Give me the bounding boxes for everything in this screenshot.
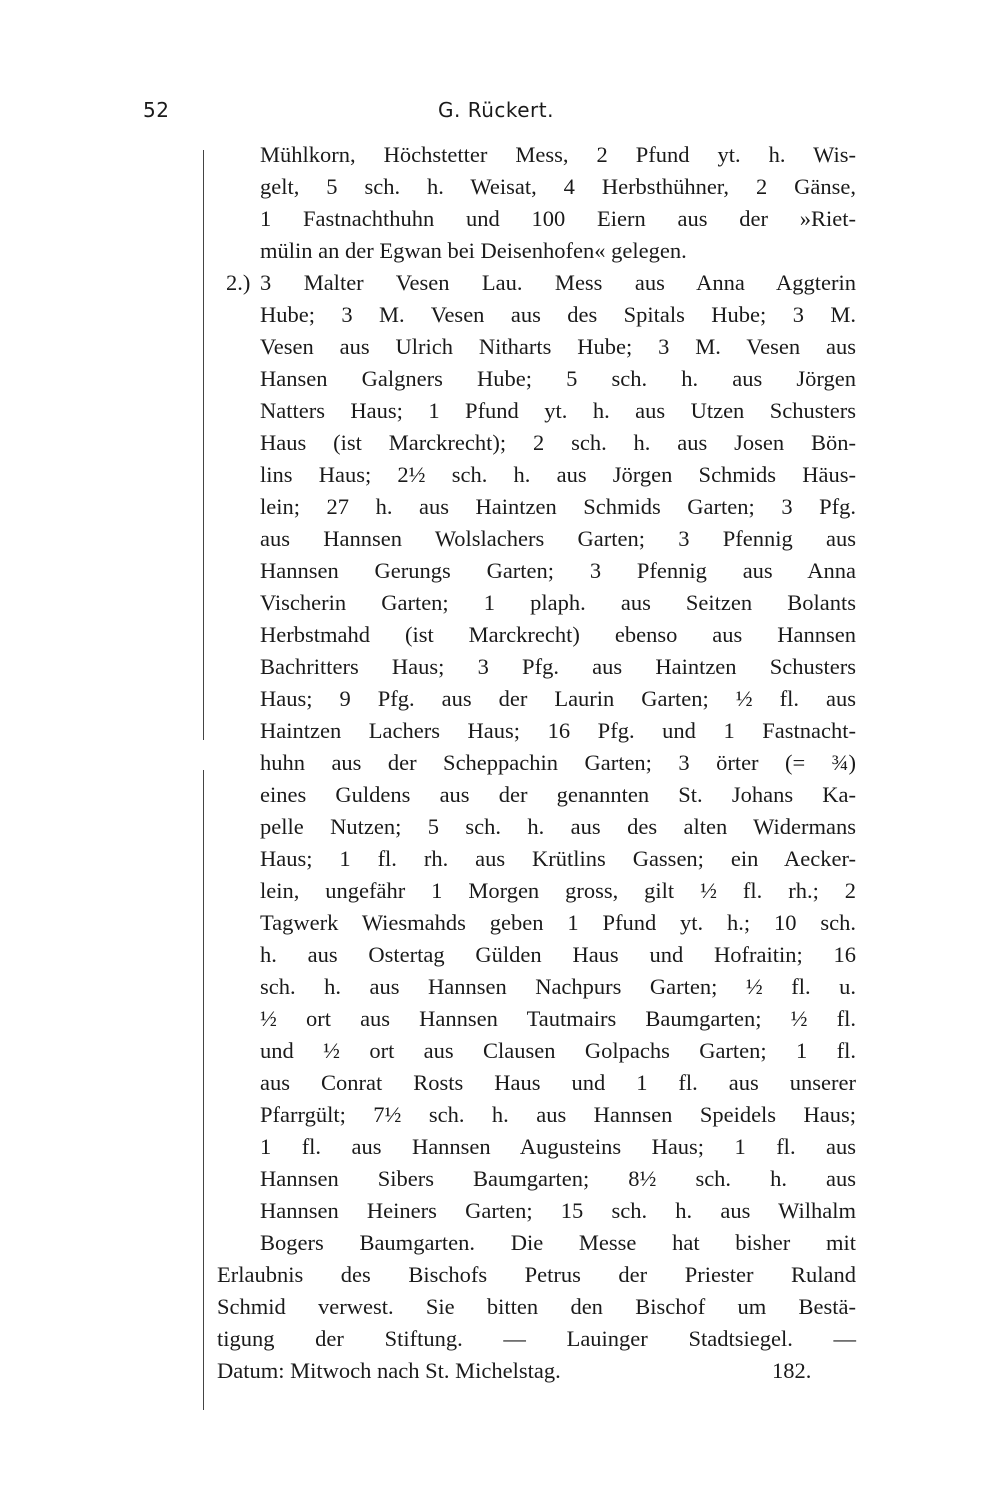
page-number: 52 xyxy=(143,98,170,122)
margin-rule xyxy=(203,150,204,740)
text-line: Hannsen Sibers Baumgarten; 8½ sch. h. aus xyxy=(260,1166,856,1191)
text-line: 3 Malter Vesen Lau. Mess aus Anna Aggterin xyxy=(260,270,856,295)
text-line: Tagwerk Wiesmahds geben 1 Pfund yt. h.; 10 sch. xyxy=(260,910,856,935)
text-line: Haus (ist Marckrecht); 2 sch. h. aus Josen Bön- xyxy=(260,430,856,455)
text-line: und ½ ort aus Clausen Golpachs Garten; 1 fl. xyxy=(260,1038,856,1063)
document-number: 182. xyxy=(772,1358,812,1383)
text-line: pelle Nutzen; 5 sch. h. aus des alten Widermans xyxy=(260,814,856,839)
text-line: Schmid verwest. Sie bitten den Bischof um Bestä- xyxy=(217,1294,856,1319)
text-line: lein, ungefähr 1 Morgen gross, gilt ½ fl. rh.; 2 xyxy=(260,878,856,903)
text-line: Vischerin Garten; 1 plaph. aus Seitzen Bolants xyxy=(260,590,856,615)
text-line: Haus; 1 fl. rh. aus Krütlins Gassen; ein Aecker- xyxy=(260,846,856,871)
text-line: 1 Fastnachthuhn und 100 Eiern aus der »Riet- xyxy=(260,206,856,231)
text-line: Hansen Galgners Hube; 5 sch. h. aus Jörgen xyxy=(260,366,856,391)
text-line: eines Guldens aus der genannten St. Johans Ka- xyxy=(260,782,856,807)
text-line: tigung der Stiftung. — Lauinger Stadtsiegel. — xyxy=(217,1326,856,1351)
text-line: ½ ort aus Hannsen Tautmairs Baumgarten; ½ fl. xyxy=(260,1006,856,1031)
text-line: Haintzen Lachers Haus; 16 Pfg. und 1 Fastnacht- xyxy=(260,718,856,743)
text-line: lins Haus; 2½ sch. h. aus Jörgen Schmids Häus- xyxy=(260,462,856,487)
text-line: aus Conrat Rosts Haus und 1 fl. aus unserer xyxy=(260,1070,856,1095)
text-line: 1 fl. aus Hannsen Augusteins Haus; 1 fl. aus xyxy=(260,1134,856,1159)
text-line: Haus; 9 Pfg. aus der Laurin Garten; ½ fl. aus xyxy=(260,686,856,711)
margin-rule xyxy=(203,770,204,1410)
text-line: Bachritters Haus; 3 Pfg. aus Haintzen Schusters xyxy=(260,654,856,679)
text-line: h. aus Ostertag Gülden Haus und Hofraitin; 16 xyxy=(260,942,856,967)
running-head: G. Rückert. xyxy=(438,98,554,122)
item-number: 2.) xyxy=(226,270,251,295)
text-line: Hannsen Heiners Garten; 15 sch. h. aus Wilhalm xyxy=(260,1198,856,1223)
text-line: Hube; 3 M. Vesen aus des Spitals Hube; 3 M. xyxy=(260,302,856,327)
text-line: lein; 27 h. aus Haintzen Schmids Garten; 3 Pfg. xyxy=(260,494,856,519)
text-line: Herbstmahd (ist Marckrecht) ebenso aus Hannsen xyxy=(260,622,856,647)
text-line: Mühlkorn, Höchstetter Mess, 2 Pfund yt. h. Wis- xyxy=(260,142,856,167)
text-line: Hannsen Gerungs Garten; 3 Pfennig aus Anna xyxy=(260,558,856,583)
text-line: huhn aus der Scheppachin Garten; 3 örter (= ¾) xyxy=(260,750,856,775)
text-line: aus Hannsen Wolslachers Garten; 3 Pfennig aus xyxy=(260,526,856,551)
text-line: Datum: Mitwoch nach St. Michelstag. xyxy=(217,1358,561,1383)
text-line: Natters Haus; 1 Pfund yt. h. aus Utzen Schusters xyxy=(260,398,856,423)
text-line: Vesen aus Ulrich Nitharts Hube; 3 M. Vesen aus xyxy=(260,334,856,359)
text-line: mülin an der Egwan bei Deisenhofen« gelegen. xyxy=(260,238,687,263)
text-line: Bogers Baumgarten. Die Messe hat bisher mit xyxy=(260,1230,856,1255)
text-line: gelt, 5 sch. h. Weisat, 4 Herbsthühner, 2 Gänse, xyxy=(260,174,856,199)
text-line: sch. h. aus Hannsen Nachpurs Garten; ½ fl. u. xyxy=(260,974,856,999)
text-line: Pfarrgült; 7½ sch. h. aus Hannsen Speidels Haus; xyxy=(260,1102,856,1127)
text-line: Erlaubnis des Bischofs Petrus der Priester Ruland xyxy=(217,1262,856,1287)
